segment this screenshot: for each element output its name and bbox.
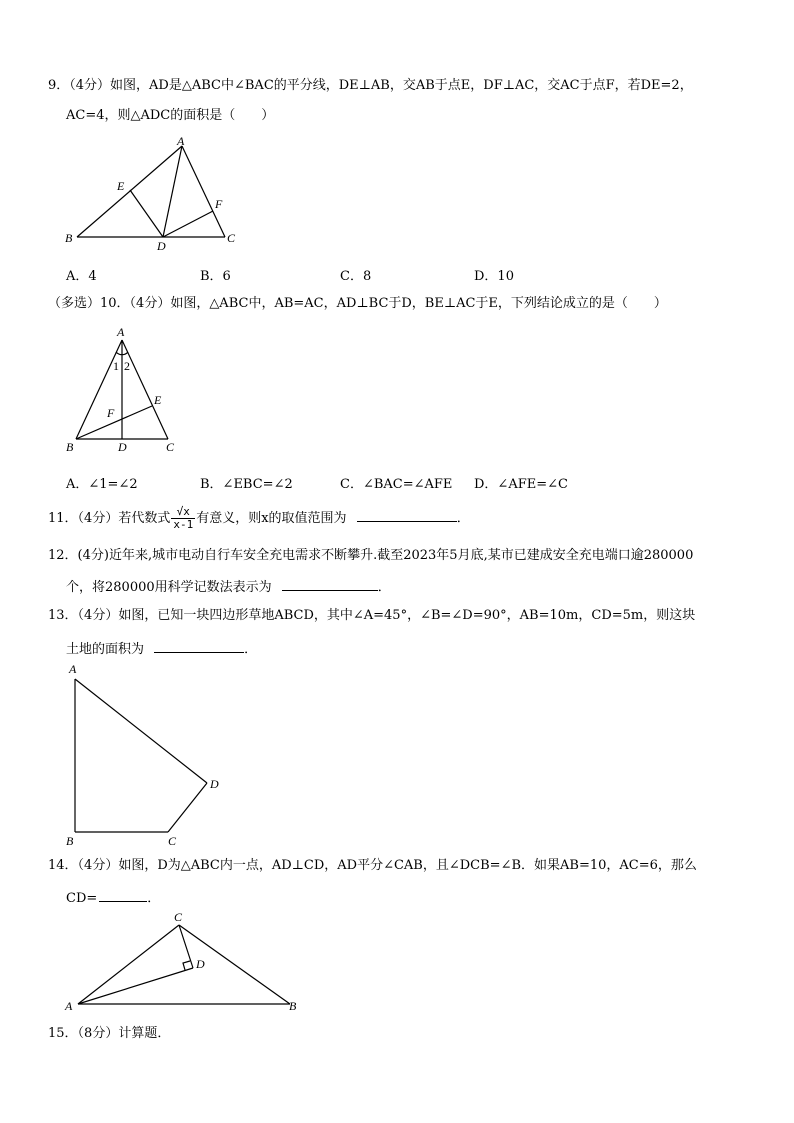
q13-label-D: D: [210, 777, 219, 791]
q9-option-a: A．4: [66, 269, 97, 284]
q14-answer-blank[interactable]: [99, 889, 147, 902]
q10-text-line1: （多选）10．（4分）如图，△ABC中，AB=AC，AD⊥BC于D，BE⊥AC于E，下列结论成立的是（ ）: [48, 296, 667, 311]
q12-answer-blank[interactable]: [282, 578, 378, 591]
q10-label-D: D: [118, 440, 127, 454]
q10-option-d: D．∠AFE=∠C: [474, 477, 568, 492]
q9-label-A: A: [177, 134, 185, 148]
q9-option-d: D．10: [474, 269, 514, 284]
q10-label-C: C: [166, 440, 175, 454]
q11-text-before: 11．（4分）若代数式: [48, 511, 171, 526]
q14-label-B: B: [289, 999, 297, 1013]
q14-figure: [60, 908, 310, 1018]
q9-option-b: B．6: [200, 269, 231, 284]
q9-label-F: F: [215, 197, 223, 211]
q10-label-E: E: [154, 393, 162, 407]
q9-option-c: C．8: [340, 269, 372, 284]
q12-text-line2: [66, 578, 391, 596]
q13-label-C: C: [168, 834, 177, 848]
q10-label-B: B: [66, 440, 74, 454]
q11-text: [48, 505, 470, 533]
q13-label-B: B: [66, 834, 74, 848]
q15-text-line1: 15．（8分）计算题．: [48, 1026, 171, 1041]
q12-text-line1: 12．(4分)近年来,城市电动自行车安全充电需求不断攀升.截至2023年5月底,某市已建成安全充电端口逾280000: [48, 548, 694, 563]
q9-text-line1: 9．（4分）如图，AD是△ABC中∠BAC的平分线，DE⊥AB，交AB于点E，DF⊥AC，交AC于点F，若DE=2，: [48, 78, 693, 93]
q13-figure: [60, 660, 230, 850]
q11-text-after: 有意义，则x的取值范围为: [196, 511, 347, 526]
q14-label-D: D: [196, 957, 205, 971]
q11-fraction-denominator: x-1: [173, 518, 194, 531]
q10-figure: [60, 326, 190, 456]
q10-option-a: A．∠1=∠2: [66, 477, 138, 492]
q11-fraction: [171, 506, 195, 531]
q10-option-b: B．∠EBC=∠2: [200, 477, 293, 492]
q12-text-line2-content: 个，将280000用科学记数法表示为: [66, 580, 272, 595]
q10-label-F: F: [107, 406, 115, 420]
q11-fraction-numerator: √x: [171, 506, 195, 519]
q14-label-C: C: [174, 910, 183, 924]
q14-text-end: ．: [147, 891, 161, 906]
q13-text-end: ．: [244, 642, 258, 657]
q14-label-A: A: [65, 999, 73, 1013]
q14-text-line1: 14．（4分）如图，D为△ABC内一点，AD⊥CD，AD平分∠CAB，且∠DCB=∠B．如果AB=10，AC=6，那么: [48, 858, 697, 873]
q9-label-B: B: [65, 231, 73, 245]
q10-label-angle1: 1: [113, 359, 119, 373]
q9-label-E: E: [117, 179, 125, 193]
q14-text-line2-content: CD=: [66, 891, 98, 906]
q13-answer-blank[interactable]: [154, 640, 244, 653]
q9-label-D: D: [157, 239, 166, 253]
q9-figure: [60, 134, 260, 254]
q10-option-c: C．∠BAC=∠AFE: [340, 477, 453, 492]
q11-answer-blank[interactable]: [357, 509, 457, 522]
q14-text-line2: [66, 889, 160, 907]
q13-text-line1: 13．（4分）如图，已知一块四边形草地ABCD，其中∠A=45°，∠B=∠D=90°，AB=10m，CD=5m，则这块: [48, 608, 696, 623]
q13-label-A: A: [69, 662, 77, 676]
q10-label-angle2: 2: [124, 359, 130, 373]
q13-text-line2-content: 土地的面积为: [66, 642, 145, 657]
q12-text-end: ．: [377, 580, 391, 595]
q9-text-line2: AC=4，则△ADC的面积是（ ）: [66, 108, 275, 123]
q13-text-line2: [66, 640, 257, 658]
q10-label-A: A: [117, 326, 125, 339]
q9-label-C: C: [227, 231, 236, 245]
q11-text-end: ．: [456, 511, 470, 526]
